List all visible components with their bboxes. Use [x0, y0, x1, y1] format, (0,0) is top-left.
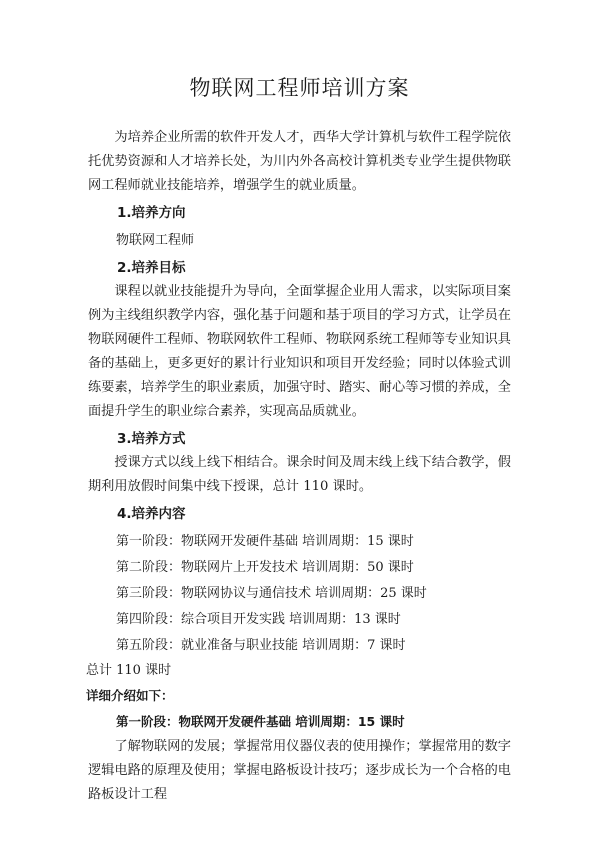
total-hours: 总计 110 课时 [86, 663, 172, 678]
detail-stage-text: 了解物联网的发展；掌握常用仪器仪表的使用操作；掌握常用的数字逻辑电路的原理及使用；掌握电路板设计技巧；逐步成长为一个合格的电路板设计工程 [88, 739, 511, 802]
section-heading-content: 4.培养内容 [117, 506, 186, 522]
section-text-goal: 课程以就业技能提升为导向，全面掌握企业用人需求，以实际项目案例为主线组织教学内容，强化基于问题和基于项目的学习方式，让学员在物联网硬件工程师、物联网软件工程师、物联网系统工程师等专业知识具备的基础上，更多更好的累计行业知识和项目开发经验；同时以体验式训练要素，培养学生的职业素质，加强守时、踏实、耐心等习惯的养成，全面提升学生的职业综合素养，实现高品质就业。 [88, 284, 511, 419]
list-item: 第二阶段：物联网片上开发技术 培训周期：50 课时 [116, 560, 414, 575]
stage-list [88, 529, 511, 659]
list-item: 第五阶段：就业准备与职业技能 培训周期：7 课时 [116, 638, 406, 653]
document-title: 物联网工程师培训方案 [189, 76, 410, 100]
detail-label: 详细介绍如下： [86, 688, 174, 703]
section-text-method: 授课方式以线上线下相结合。课余时间及周末线上线下结合教学，假期利用放假时间集中线下授课，总计 110 课时。 [88, 455, 511, 494]
list-item: 第一阶段：物联网开发硬件基础 培训周期：15 课时 [116, 534, 414, 549]
section-heading-goal: 2.培养目标 [117, 260, 186, 276]
section-text-direction: 物联网工程师 [116, 233, 195, 248]
list-item: 第三阶段：物联网协议与通信技术 培训周期：25 课时 [116, 586, 427, 601]
section-heading-direction: 1.培养方向 [117, 205, 186, 221]
list-item: 第四阶段：综合项目开发实践 培训周期：13 课时 [116, 612, 401, 627]
detail-stage-title: 第一阶段：物联网开发硬件基础 培训周期：15 课时 [116, 714, 405, 729]
intro-paragraph: 为培养企业所需的软件开发人才，西华大学计算机与软件工程学院依托优势资源和人才培养长处，为川内外各高校计算机类专业学生提供物联网工程师就业技能培养，增强学生的就业质量。 [88, 130, 511, 193]
section-heading-method: 3.培养方式 [117, 431, 186, 447]
